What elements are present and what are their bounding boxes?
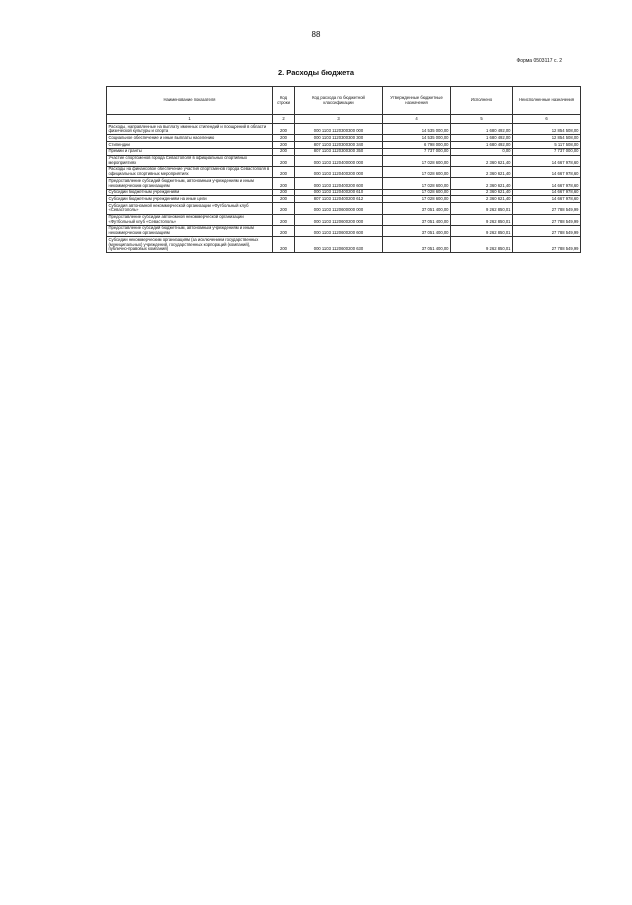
row-unexecuted: 5 117 508,00	[513, 142, 581, 149]
row-budget-code: 000 1103 1120600200 600	[295, 225, 383, 236]
column-header: Код расхода по бюджетной классификации	[295, 87, 383, 115]
row-executed: 2 360 621,40	[451, 189, 513, 196]
column-header: Неисполненные назначения	[513, 87, 581, 115]
column-number: 3	[295, 115, 383, 124]
row-budget-code: 000 1103 1120600000 000	[295, 203, 383, 214]
table-row	[107, 189, 581, 196]
row-unexecuted: 27 788 549,99	[513, 203, 581, 214]
row-line-code: 200	[273, 214, 295, 225]
row-line-code: 200	[273, 124, 295, 135]
row-name: Расходы на финансовое обеспечение участия спортсменов города Севастополя в официальных спортивных мероприятиях	[107, 166, 273, 177]
row-approved: 17 028 600,00	[383, 196, 451, 203]
table-row	[107, 203, 581, 214]
row-executed: 1 680 492,00	[451, 124, 513, 135]
row-name: Субсидии бюджетным учреждениям	[107, 189, 273, 196]
column-number: 5	[451, 115, 513, 124]
row-executed: 9 262 850,01	[451, 225, 513, 236]
row-approved: 7 737 000,00	[383, 148, 451, 155]
column-header: Наименование показателя	[107, 87, 273, 115]
table-row	[107, 124, 581, 135]
row-approved: 37 051 400,00	[383, 214, 451, 225]
row-name: Расходы, направленные на выплату именных стипендий и поощрений в области физической культуры и спорта	[107, 124, 273, 135]
table-row	[107, 155, 581, 166]
row-line-code: 200	[273, 237, 295, 253]
table-body	[107, 124, 581, 253]
row-approved: 37 051 400,00	[383, 225, 451, 236]
row-approved: 17 028 600,00	[383, 178, 451, 189]
row-unexecuted: 14 667 978,60	[513, 155, 581, 166]
form-code: Форма 0503117 с. 2	[516, 58, 562, 64]
row-unexecuted: 27 788 549,99	[513, 214, 581, 225]
row-executed: 9 262 850,01	[451, 203, 513, 214]
column-number: 6	[513, 115, 581, 124]
row-line-code: 200	[273, 196, 295, 203]
table-row	[107, 142, 581, 149]
row-executed: 1 680 492,00	[451, 142, 513, 149]
row-line-code: 200	[273, 225, 295, 236]
row-approved: 14 535 000,00	[383, 135, 451, 142]
row-executed: 2 360 621,40	[451, 178, 513, 189]
row-unexecuted: 27 788 549,99	[513, 237, 581, 253]
row-executed: 2 360 621,40	[451, 196, 513, 203]
row-approved: 37 051 400,00	[383, 237, 451, 253]
row-name: Социальное обеспечение и иные выплаты населению	[107, 135, 273, 142]
row-executed: 9 262 850,01	[451, 237, 513, 253]
table-header-row	[107, 87, 581, 115]
row-budget-code: 000 1103 1120400200 610	[295, 189, 383, 196]
row-unexecuted: 14 667 978,60	[513, 166, 581, 177]
column-header: Исполнено	[451, 87, 513, 115]
row-line-code: 200	[273, 142, 295, 149]
table-row	[107, 225, 581, 236]
row-unexecuted: 7 737 000,00	[513, 148, 581, 155]
column-number: 2	[273, 115, 295, 124]
row-approved: 17 028 600,00	[383, 155, 451, 166]
row-executed: 0,00	[451, 148, 513, 155]
row-budget-code: 000 1103 1120400200 000	[295, 166, 383, 177]
column-number: 4	[383, 115, 451, 124]
row-executed: 9 262 850,01	[451, 214, 513, 225]
row-budget-code: 807 1103 1120400200 612	[295, 196, 383, 203]
row-name: Предоставление субсидий бюджетным, автономным учреждениям и иным некоммерческим организациям	[107, 178, 273, 189]
row-approved: 17 028 600,00	[383, 189, 451, 196]
table-row	[107, 196, 581, 203]
row-budget-code: 000 1103 1120400000 000	[295, 155, 383, 166]
page-number: 88	[311, 30, 321, 39]
row-approved: 6 798 000,00	[383, 142, 451, 149]
row-budget-code: 807 1103 1120300300 350	[295, 148, 383, 155]
expenses-table	[106, 86, 581, 253]
row-unexecuted: 14 667 978,60	[513, 178, 581, 189]
row-executed: 2 360 621,40	[451, 155, 513, 166]
row-line-code: 200	[273, 135, 295, 142]
row-approved: 37 051 400,00	[383, 203, 451, 214]
row-budget-code: 000 1103 1120300300 000	[295, 124, 383, 135]
row-line-code: 200	[273, 166, 295, 177]
row-line-code: 200	[273, 178, 295, 189]
row-budget-code: 000 1103 1120600200 000	[295, 214, 383, 225]
column-number: 1	[107, 115, 273, 124]
row-executed: 1 680 492,00	[451, 135, 513, 142]
row-budget-code: 000 1103 1120300300 300	[295, 135, 383, 142]
row-name: Субсидия автономной некоммерческой организации «Футбольный клуб «Севастополь»	[107, 203, 273, 214]
column-number-row	[107, 115, 581, 124]
row-budget-code: 807 1103 1120300300 340	[295, 142, 383, 149]
column-header: Код строки	[273, 87, 295, 115]
table-row	[107, 135, 581, 142]
row-name: Субсидии бюджетным учреждениям на иные цели	[107, 196, 273, 203]
row-name: Предоставление субсидии автономной некоммерческой организации «Футбольный клуб «Севастополь»	[107, 214, 273, 225]
row-name: Субсидии некоммерческим организациям (за исключением государственных (муниципальных) учреждений, государственных корпораций (компаний), публично-правовых компаний)	[107, 237, 273, 253]
row-name: Премии и гранты	[107, 148, 273, 155]
table-row	[107, 166, 581, 177]
row-line-code: 200	[273, 148, 295, 155]
table-row	[107, 148, 581, 155]
row-line-code: 200	[273, 203, 295, 214]
table-row	[107, 214, 581, 225]
row-unexecuted: 12 854 508,00	[513, 135, 581, 142]
row-unexecuted: 27 788 549,99	[513, 225, 581, 236]
row-unexecuted: 14 667 978,60	[513, 189, 581, 196]
row-unexecuted: 12 854 508,00	[513, 124, 581, 135]
row-executed: 2 360 621,40	[451, 166, 513, 177]
row-budget-code: 000 1103 1120400200 600	[295, 178, 383, 189]
row-name: Стипендии	[107, 142, 273, 149]
row-line-code: 200	[273, 155, 295, 166]
row-unexecuted: 14 667 978,60	[513, 196, 581, 203]
row-name: Предоставление субсидий бюджетным, автономным учреждениям и иным некоммерческим организациям	[107, 225, 273, 236]
row-budget-code: 000 1103 1120600200 630	[295, 237, 383, 253]
section-title: 2. Расходы бюджета	[277, 68, 355, 77]
row-name: Участие спортсменов города Севастополя в официальных спортивных мероприятиях	[107, 155, 273, 166]
row-line-code: 200	[273, 189, 295, 196]
row-approved: 14 535 000,00	[383, 124, 451, 135]
table-row	[107, 178, 581, 189]
table-row	[107, 237, 581, 253]
column-header: Утвержденные бюджетные назначения	[383, 87, 451, 115]
row-approved: 17 028 600,00	[383, 166, 451, 177]
